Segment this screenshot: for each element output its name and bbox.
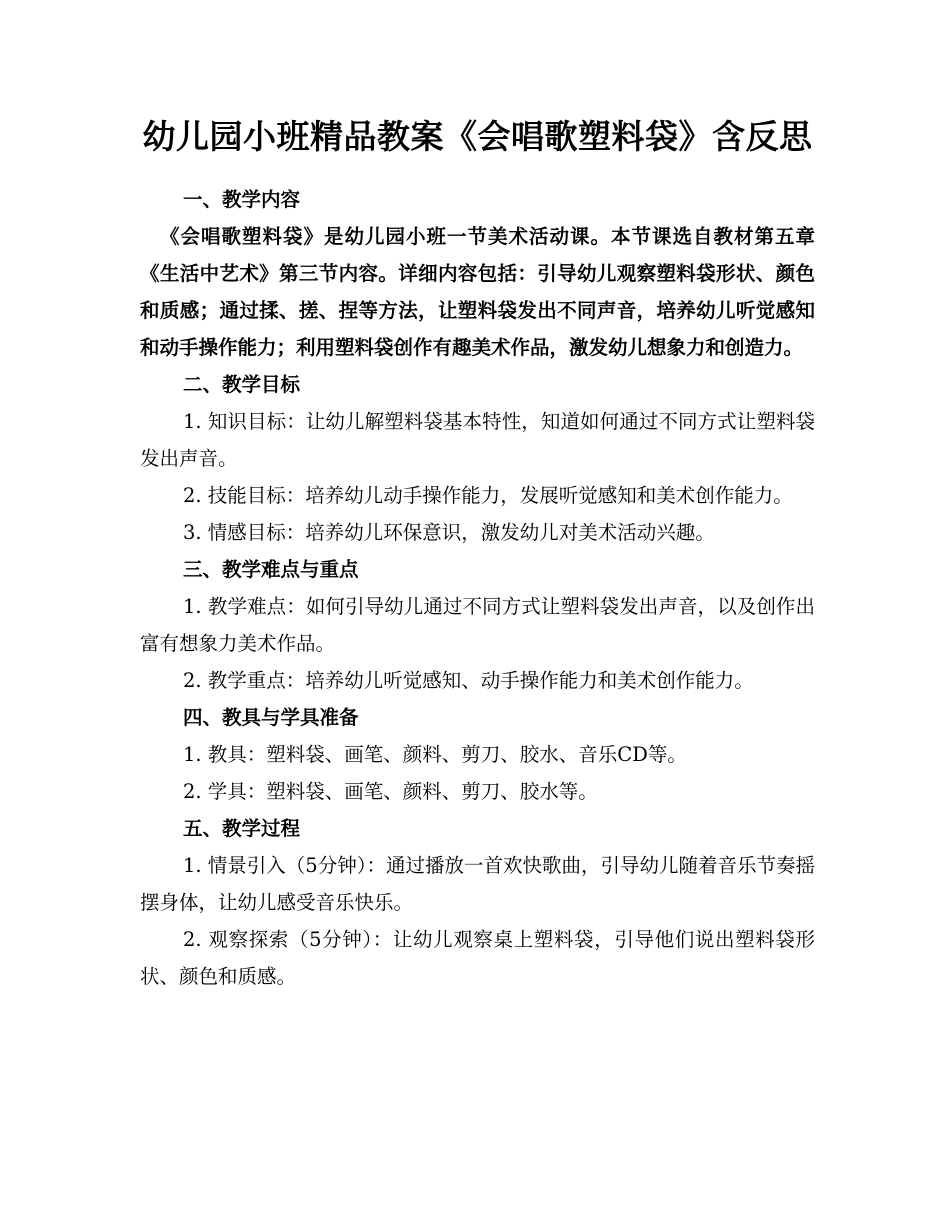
- list-item: 1. 知识目标：让幼儿解塑料袋基本特性，知道如何通过不同方式让塑料袋发出声音。: [140, 410, 815, 470]
- section-heading: 二、教学目标: [183, 373, 301, 396]
- list-item: 2. 观察探索（5分钟）：让幼儿观察桌上塑料袋，引导他们说出塑料袋形状、颜色和质感。: [140, 928, 815, 988]
- section-teaching-content: [140, 181, 815, 366]
- list-item: 2. 技能目标：培养幼儿动手操作能力，发展听觉感知和美术创作能力。: [183, 484, 793, 507]
- section-paragraph: 《会唱歌塑料袋》是幼儿园小班一节美术活动课。本节课选自教材第五章《生活中艺术》第三节内容。详细内容包括：引导幼儿观察塑料袋形状、颜色和质感；通过揉、搓、捏等方法，让塑料袋发出不同声音，培养幼儿听觉感知和动手操作能力；利用塑料袋创作有趣美术作品，激发幼儿想象力和创造力。: [140, 225, 815, 359]
- section-teaching-process: [140, 810, 815, 995]
- list-item: 1. 教学难点：如何引导幼儿通过不同方式让塑料袋发出声音，以及创作出富有想象力美术作品。: [140, 595, 815, 655]
- section-materials: [140, 699, 815, 810]
- list-item: 1. 教具：塑料袋、画笔、颜料、剪刀、胶水、音乐CD等。: [183, 743, 687, 766]
- section-heading: 五、教学过程: [183, 817, 301, 840]
- section-heading: 四、教具与学具准备: [183, 706, 359, 729]
- section-heading: 一、教学内容: [183, 188, 301, 211]
- list-item: 3. 情感目标：培养幼儿环保意识，激发幼儿对美术活动兴趣。: [183, 521, 715, 544]
- document-title: 幼儿园小班精品教案《会唱歌塑料袋》含反思: [142, 117, 813, 156]
- list-item: 1. 情景引入（5分钟）：通过播放一首欢快歌曲，引导幼儿随着音乐节奏摇摆身体，让幼儿感受音乐快乐。: [140, 854, 815, 914]
- section-heading: 三、教学难点与重点: [183, 558, 359, 581]
- section-difficulties: [140, 551, 815, 699]
- document-page: [140, 108, 815, 995]
- section-teaching-goals: [140, 366, 815, 551]
- list-item: 2. 学具：塑料袋、画笔、颜料、剪刀、胶水等。: [183, 780, 598, 803]
- list-item: 2. 教学重点：培养幼儿听觉感知、动手操作能力和美术创作能力。: [183, 669, 754, 692]
